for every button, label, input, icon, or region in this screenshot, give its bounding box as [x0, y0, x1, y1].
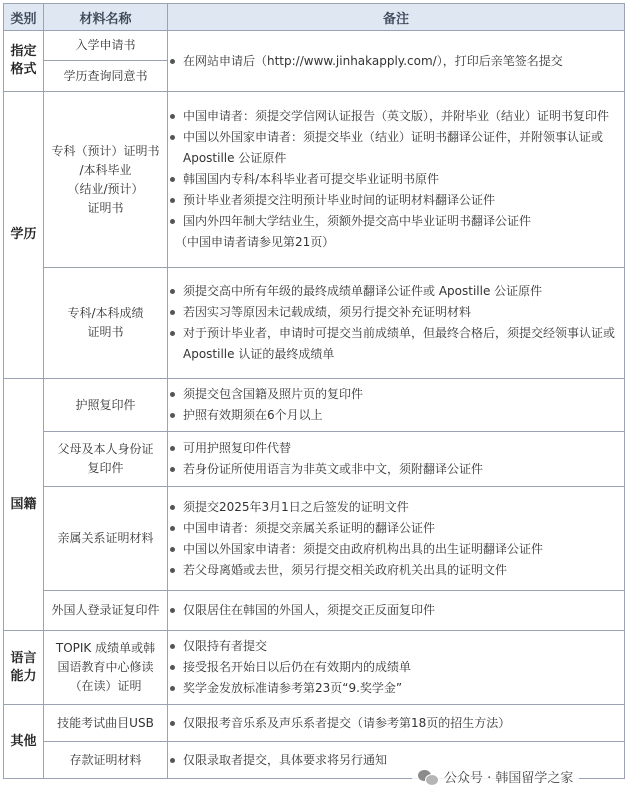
note-cell: [168, 591, 625, 631]
table-row: [4, 268, 625, 379]
list-item: 若身份证所使用语言为非英文或非中文，须附翻译公证件: [168, 459, 624, 480]
material-name: 技能考试曲目USB: [44, 705, 168, 742]
material-name: 存款证明材料: [44, 742, 168, 779]
note-cell: [168, 379, 625, 432]
material-name: 外国人登录证复印件: [44, 591, 168, 631]
category-education: 学历: [4, 92, 44, 379]
category-other: 其他: [4, 705, 44, 779]
material-name: 学历查询同意书: [44, 61, 168, 92]
table-row: [4, 487, 625, 591]
table-row: [4, 379, 625, 432]
list-item: 中国以外国家申请者：须提交毕业（结业）证明书翻译公证件，并附领事认证或Apostille 公证原件: [168, 127, 624, 169]
list-item: 中国以外国家申请者：须提交由政府机构出具的出生证明翻译公证件: [168, 539, 624, 560]
category-designated: 指定 格式: [4, 31, 44, 92]
material-name: 专科/本科成绩 证明书: [44, 268, 168, 379]
table-row: [4, 432, 625, 487]
list-item: 若父母离婚或去世，须另行提交相关政府机关出具的证明文件: [168, 560, 624, 581]
material-name: 专科（预计）证明书 /本科毕业 （结业/预计） 证明书: [44, 92, 168, 268]
table-row: [4, 591, 625, 631]
list-item: 须提交2025年3月1日之后签发的证明文件: [168, 497, 624, 518]
header-material: 材料名称: [44, 4, 168, 31]
list-item: 预计毕业者须提交注明预计毕业时间的证明材料翻译公证件: [168, 190, 624, 211]
list-item: 仅限录取者提交，具体要求将另行通知: [168, 750, 624, 771]
table-row: [4, 92, 625, 268]
note-cell: [168, 631, 625, 705]
category-language: 语言 能力: [4, 631, 44, 705]
documents-table: [3, 3, 625, 779]
watermark: [412, 765, 579, 788]
list-item: 对于预计毕业者，申请时可提交当前成绩单，但最终合格后，须提交经领事认证或 Apostille 认证的最终成绩单: [168, 323, 624, 365]
list-item: 若因实习等原因未记载成绩，须另行提交补充证明材料: [168, 302, 624, 323]
material-name: 入学申请书: [44, 31, 168, 61]
table-header-row: [4, 4, 625, 31]
watermark-text: 公众号 · 韩国留学之家: [444, 771, 574, 786]
list-item: 中国申请者：须提交亲属关系证明的翻译公证件: [168, 518, 624, 539]
wechat-icon: [418, 769, 438, 785]
list-item: 韩国国内专科/本科毕业者可提交毕业证明书原件: [168, 169, 624, 190]
note-cell: [168, 92, 625, 268]
list-item: 在网站申请后（http://www.jinhakapply.com/），打印后亲笔签名提交: [168, 51, 624, 72]
note-cell: [168, 487, 625, 591]
material-name: 亲属关系证明材料: [44, 487, 168, 591]
material-name: 护照复印件: [44, 379, 168, 432]
list-item: 护照有效期须在6个月以上: [168, 405, 624, 426]
list-item: 接受报名开始日以后仍在有效期内的成绩单: [168, 657, 624, 678]
note-cell: [168, 432, 625, 487]
table-row: [4, 631, 625, 705]
list-item: 中国申请者：须提交学信网认证报告（英文版），并附毕业（结业）证明书复印件: [168, 106, 624, 127]
list-item: 可用护照复印件代替: [168, 438, 624, 459]
list-item: 仅限持有者提交: [168, 636, 624, 657]
list-item: 仅限报考音乐系及声乐系者提交（请参考第18页的招生方法）: [168, 713, 624, 734]
note-cell: [168, 268, 625, 379]
header-category: 类别: [4, 4, 44, 31]
table-row: [4, 705, 625, 742]
category-nationality: 国籍: [4, 379, 44, 631]
list-item: 仅限居住在韩国的外国人，须提交正反面复印件: [168, 600, 624, 621]
table-row: [4, 31, 625, 61]
material-name: TOPIK 成绩单或韩 国语教育中心修读 （在读）证明: [44, 631, 168, 705]
header-note: 备注: [168, 4, 625, 31]
list-item: 须提交包含国籍及照片页的复印件: [168, 384, 624, 405]
list-item: 国内外四年制大学结业生，须额外提交高中毕业证明书翻译公证件 （中国申请者请参见第21页）: [168, 211, 624, 253]
material-name: 父母及本人身份证 复印件: [44, 432, 168, 487]
list-item: 奖学金发放标准请参考第23页“9.奖学金”: [168, 678, 624, 699]
note-cell: [168, 31, 625, 92]
note-cell: [168, 705, 625, 742]
list-item: 须提交高中所有年级的最终成绩单翻译公证件或 Apostille 公证原件: [168, 281, 624, 302]
